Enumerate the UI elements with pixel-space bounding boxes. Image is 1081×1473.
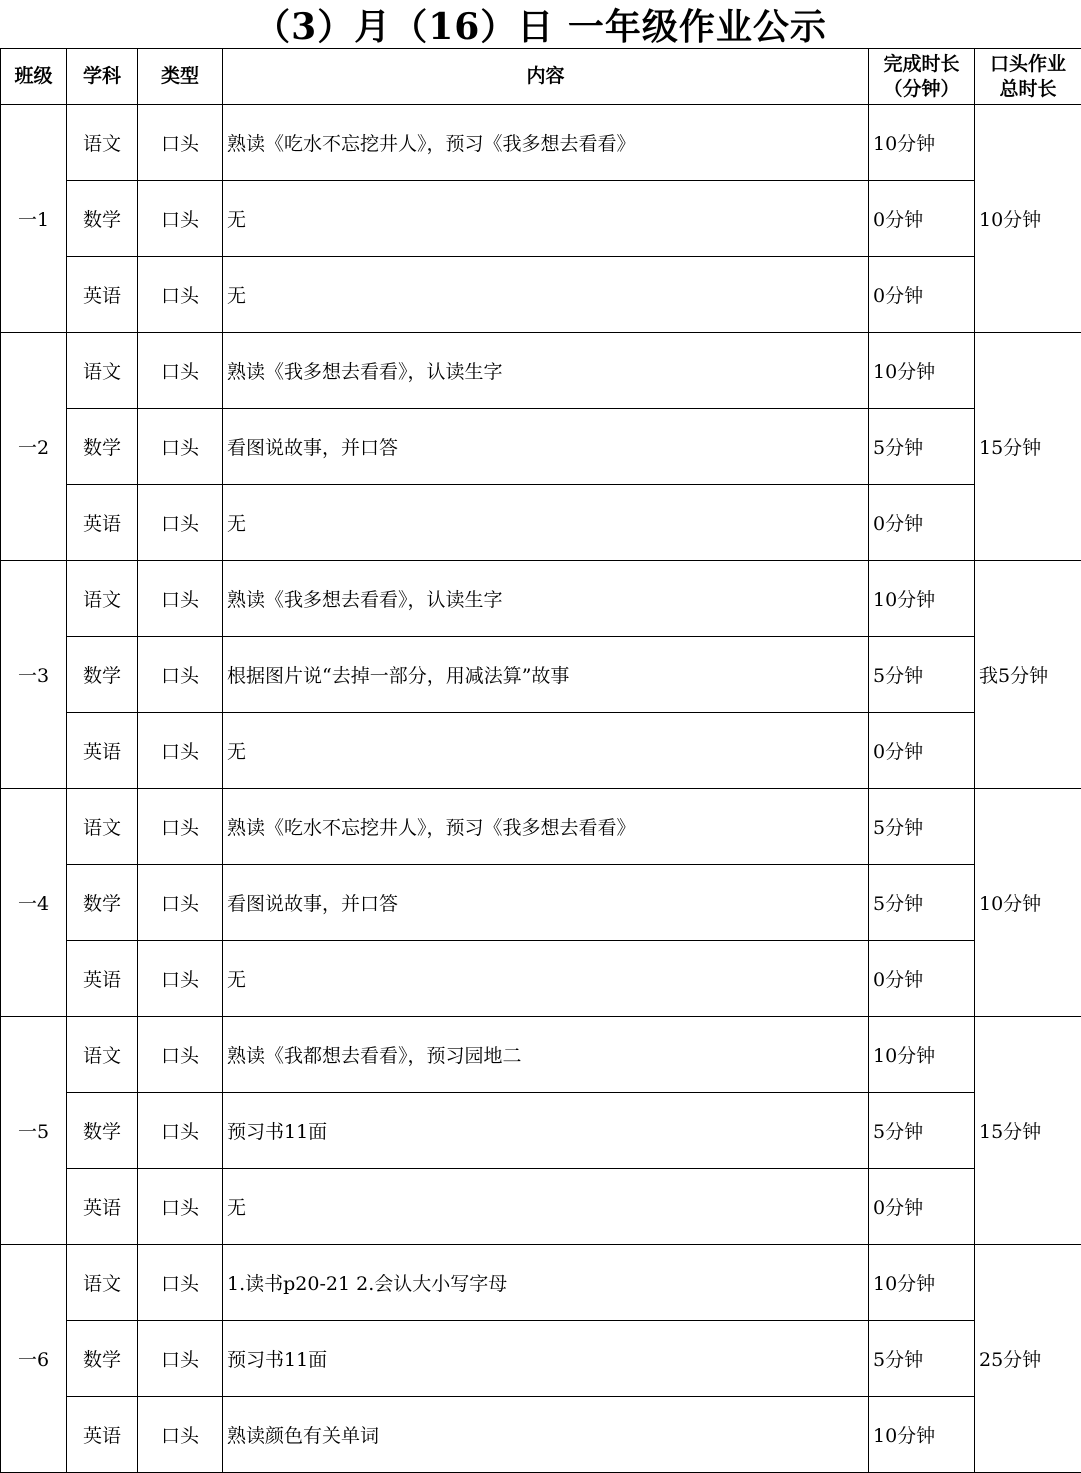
content-cell: 根据图片说“去掉一部分，用减法算”故事 xyxy=(223,637,869,713)
content-cell: 1.读书p20-21 2.会认大小写字母 xyxy=(223,1245,869,1321)
duration-cell: 10分钟 xyxy=(869,333,975,409)
table-row xyxy=(1,713,1081,789)
duration-cell: 5分钟 xyxy=(869,1321,975,1397)
type-cell: 口头 xyxy=(138,105,223,181)
table-row xyxy=(1,333,1081,409)
subject-cell: 数学 xyxy=(67,865,138,941)
table-row xyxy=(1,1017,1081,1093)
table-row xyxy=(1,257,1081,333)
table-row xyxy=(1,561,1081,637)
type-cell: 口头 xyxy=(138,409,223,485)
type-cell: 口头 xyxy=(138,1245,223,1321)
content-cell: 看图说故事，并口答 xyxy=(223,865,869,941)
total-duration-cell: 25分钟 xyxy=(975,1245,1081,1473)
header-total-line2: 总时长 xyxy=(999,77,1057,100)
type-cell: 口头 xyxy=(138,713,223,789)
subject-cell: 语文 xyxy=(67,1017,138,1093)
type-cell: 口头 xyxy=(138,257,223,333)
table-row xyxy=(1,105,1081,181)
subject-cell: 语文 xyxy=(67,105,138,181)
header-duration xyxy=(869,49,975,105)
content-cell: 无 xyxy=(223,485,869,561)
type-cell: 口头 xyxy=(138,1169,223,1245)
subject-cell: 数学 xyxy=(67,409,138,485)
duration-cell: 0分钟 xyxy=(869,181,975,257)
class-name-cell: 一3 xyxy=(1,561,67,789)
content-cell: 无 xyxy=(223,713,869,789)
total-duration-cell: 10分钟 xyxy=(975,789,1081,1017)
content-cell: 预习书11面 xyxy=(223,1093,869,1169)
content-cell: 熟读《我多想去看看》，认读生字 xyxy=(223,561,869,637)
content-cell: 无 xyxy=(223,1169,869,1245)
duration-cell: 0分钟 xyxy=(869,485,975,561)
type-cell: 口头 xyxy=(138,1017,223,1093)
header-duration-line2: （分钟） xyxy=(883,77,960,100)
table-row xyxy=(1,1093,1081,1169)
content-cell: 无 xyxy=(223,257,869,333)
type-cell: 口头 xyxy=(138,637,223,713)
total-duration-cell: 15分钟 xyxy=(975,333,1081,561)
homework-table xyxy=(0,48,1081,1473)
table-row xyxy=(1,181,1081,257)
subject-cell: 语文 xyxy=(67,789,138,865)
class-name-cell: 一1 xyxy=(1,105,67,333)
class-name-cell: 一6 xyxy=(1,1245,67,1473)
content-cell: 熟读颜色有关单词 xyxy=(223,1397,869,1473)
type-cell: 口头 xyxy=(138,561,223,637)
subject-cell: 数学 xyxy=(67,1321,138,1397)
header-content: 内容 xyxy=(223,49,869,105)
duration-cell: 10分钟 xyxy=(869,561,975,637)
header-row xyxy=(1,49,1081,105)
duration-cell: 5分钟 xyxy=(869,1093,975,1169)
header-type: 类型 xyxy=(138,49,223,105)
header-class: 班级 xyxy=(1,49,67,105)
content-cell: 熟读《吃水不忘挖井人》，预习《我多想去看看》 xyxy=(223,789,869,865)
type-cell: 口头 xyxy=(138,333,223,409)
duration-cell: 10分钟 xyxy=(869,1017,975,1093)
subject-cell: 英语 xyxy=(67,713,138,789)
duration-cell: 5分钟 xyxy=(869,409,975,485)
duration-cell: 10分钟 xyxy=(869,1245,975,1321)
table-row xyxy=(1,1397,1081,1473)
table-row xyxy=(1,637,1081,713)
subject-cell: 英语 xyxy=(67,257,138,333)
subject-cell: 数学 xyxy=(67,637,138,713)
type-cell: 口头 xyxy=(138,1093,223,1169)
header-subject: 学科 xyxy=(67,49,138,105)
subject-cell: 语文 xyxy=(67,561,138,637)
content-cell: 无 xyxy=(223,941,869,1017)
type-cell: 口头 xyxy=(138,1397,223,1473)
type-cell: 口头 xyxy=(138,1321,223,1397)
duration-cell: 0分钟 xyxy=(869,257,975,333)
duration-cell: 10分钟 xyxy=(869,1397,975,1473)
content-cell: 熟读《我多想去看看》，认读生字 xyxy=(223,333,869,409)
type-cell: 口头 xyxy=(138,485,223,561)
total-duration-cell: 我5分钟 xyxy=(975,561,1081,789)
subject-cell: 英语 xyxy=(67,1397,138,1473)
content-cell: 预习书11面 xyxy=(223,1321,869,1397)
table-row xyxy=(1,409,1081,485)
table-body xyxy=(1,105,1081,1473)
duration-cell: 0分钟 xyxy=(869,941,975,1017)
subject-cell: 数学 xyxy=(67,181,138,257)
duration-cell: 0分钟 xyxy=(869,1169,975,1245)
table-row xyxy=(1,1321,1081,1397)
header-duration-line1: 完成时长 xyxy=(883,52,960,75)
total-duration-cell: 10分钟 xyxy=(975,105,1081,333)
content-cell: 看图说故事，并口答 xyxy=(223,409,869,485)
type-cell: 口头 xyxy=(138,181,223,257)
duration-cell: 0分钟 xyxy=(869,713,975,789)
subject-cell: 英语 xyxy=(67,1169,138,1245)
type-cell: 口头 xyxy=(138,865,223,941)
content-cell: 熟读《吃水不忘挖井人》，预习《我多想去看看》 xyxy=(223,105,869,181)
class-name-cell: 一2 xyxy=(1,333,67,561)
subject-cell: 语文 xyxy=(67,1245,138,1321)
class-name-cell: 一5 xyxy=(1,1017,67,1245)
total-duration-cell: 15分钟 xyxy=(975,1017,1081,1245)
type-cell: 口头 xyxy=(138,789,223,865)
duration-cell: 5分钟 xyxy=(869,637,975,713)
duration-cell: 5分钟 xyxy=(869,865,975,941)
subject-cell: 英语 xyxy=(67,941,138,1017)
header-total xyxy=(975,49,1081,105)
subject-cell: 数学 xyxy=(67,1093,138,1169)
table-row xyxy=(1,1245,1081,1321)
page-title: （3）月（16）日 一年级作业公示 xyxy=(254,5,827,48)
type-cell: 口头 xyxy=(138,941,223,1017)
duration-cell: 10分钟 xyxy=(869,105,975,181)
table-row xyxy=(1,485,1081,561)
duration-cell: 5分钟 xyxy=(869,789,975,865)
table-row xyxy=(1,865,1081,941)
table-row xyxy=(1,1169,1081,1245)
subject-cell: 英语 xyxy=(67,485,138,561)
content-cell: 无 xyxy=(223,181,869,257)
subject-cell: 语文 xyxy=(67,333,138,409)
table-row xyxy=(1,941,1081,1017)
content-cell: 熟读《我都想去看看》，预习园地二 xyxy=(223,1017,869,1093)
class-name-cell: 一4 xyxy=(1,789,67,1017)
header-total-line1: 口头作业 xyxy=(989,52,1066,75)
table-row xyxy=(1,789,1081,865)
